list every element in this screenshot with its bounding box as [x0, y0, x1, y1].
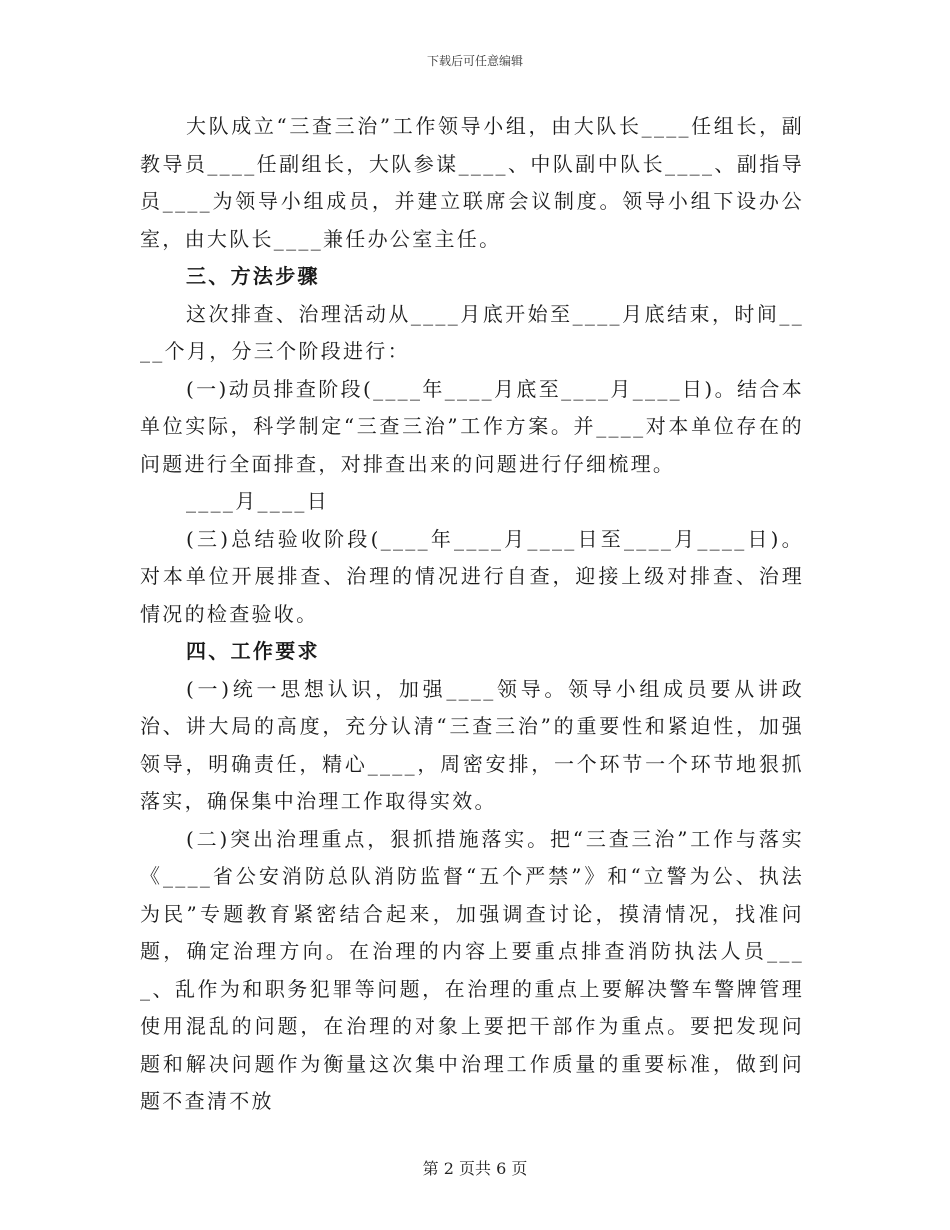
paragraph-schedule: 这次排查、治理活动从____月底开始至____月底结束，时间____个月，分三个阶段进行：: [140, 301, 804, 363]
page-number-footer: 第 2 页共 6 页: [422, 1159, 528, 1178]
document-body: [140, 108, 804, 1121]
page-header: 下载后可任意编辑: [426, 54, 523, 68]
paragraph-date-line: ____月____日: [186, 489, 329, 513]
section-heading-requirements: 四、工作要求: [186, 639, 320, 663]
section-heading-methods: 三、方法步骤: [186, 264, 320, 288]
paragraph-stage-three: (三)总结验收阶段(____年____月____日至____月____日)。对本单位开展排查、治理的情况进行自查，迎接上级对排查、治理情况的检查验收。: [140, 526, 804, 626]
paragraph-requirement-two: (二)突出治理重点，狠抓措施落实。把“三查三治”工作与落实《____省公安消防总队消防监督“五个严禁”》和“立警为公、执法为民”专题教育紧密结合起来，加强调查讨论，摸清情况，找准问题，确定治理方向。在治理的内容上要重点排查消防执法人员____、乱作为和职务犯罪等问题，在治理的重点上要解决警车警牌管理使用混乱的问题，在治理的对象上要把干部作为重点。要把发现问题和解决问题作为衡量这次集中治理工作质量的重要标准，做到问题不查清不放: [140, 826, 804, 1113]
paragraph-requirement-one: (一)统一思想认识，加强____领导。领导小组成员要从讲政治、讲大局的高度，充分认清“三查三治”的重要性和紧迫性，加强领导，明确责任，精心____，周密安排，一个环节一个环节地狠抓落实，确保集中治理工作取得实效。: [140, 676, 804, 813]
paragraph-leadership-group: 大队成立“三查三治”工作领导小组，由大队长____任组长，副教导员____任副组长，大队参谋____、中队副中队长____、副指导员____为领导小组成员，并建立联席会议制度。领导小组下设办公室，由大队长____兼任办公室主任。: [140, 114, 804, 251]
paragraph-stage-one: (一)动员排查阶段(____年____月底至____月____日)。结合本单位实际，科学制定“三查三治”工作方案。并____对本单位存在的问题进行全面排查，对排查出来的问题进行仔细梳理。: [140, 376, 804, 476]
